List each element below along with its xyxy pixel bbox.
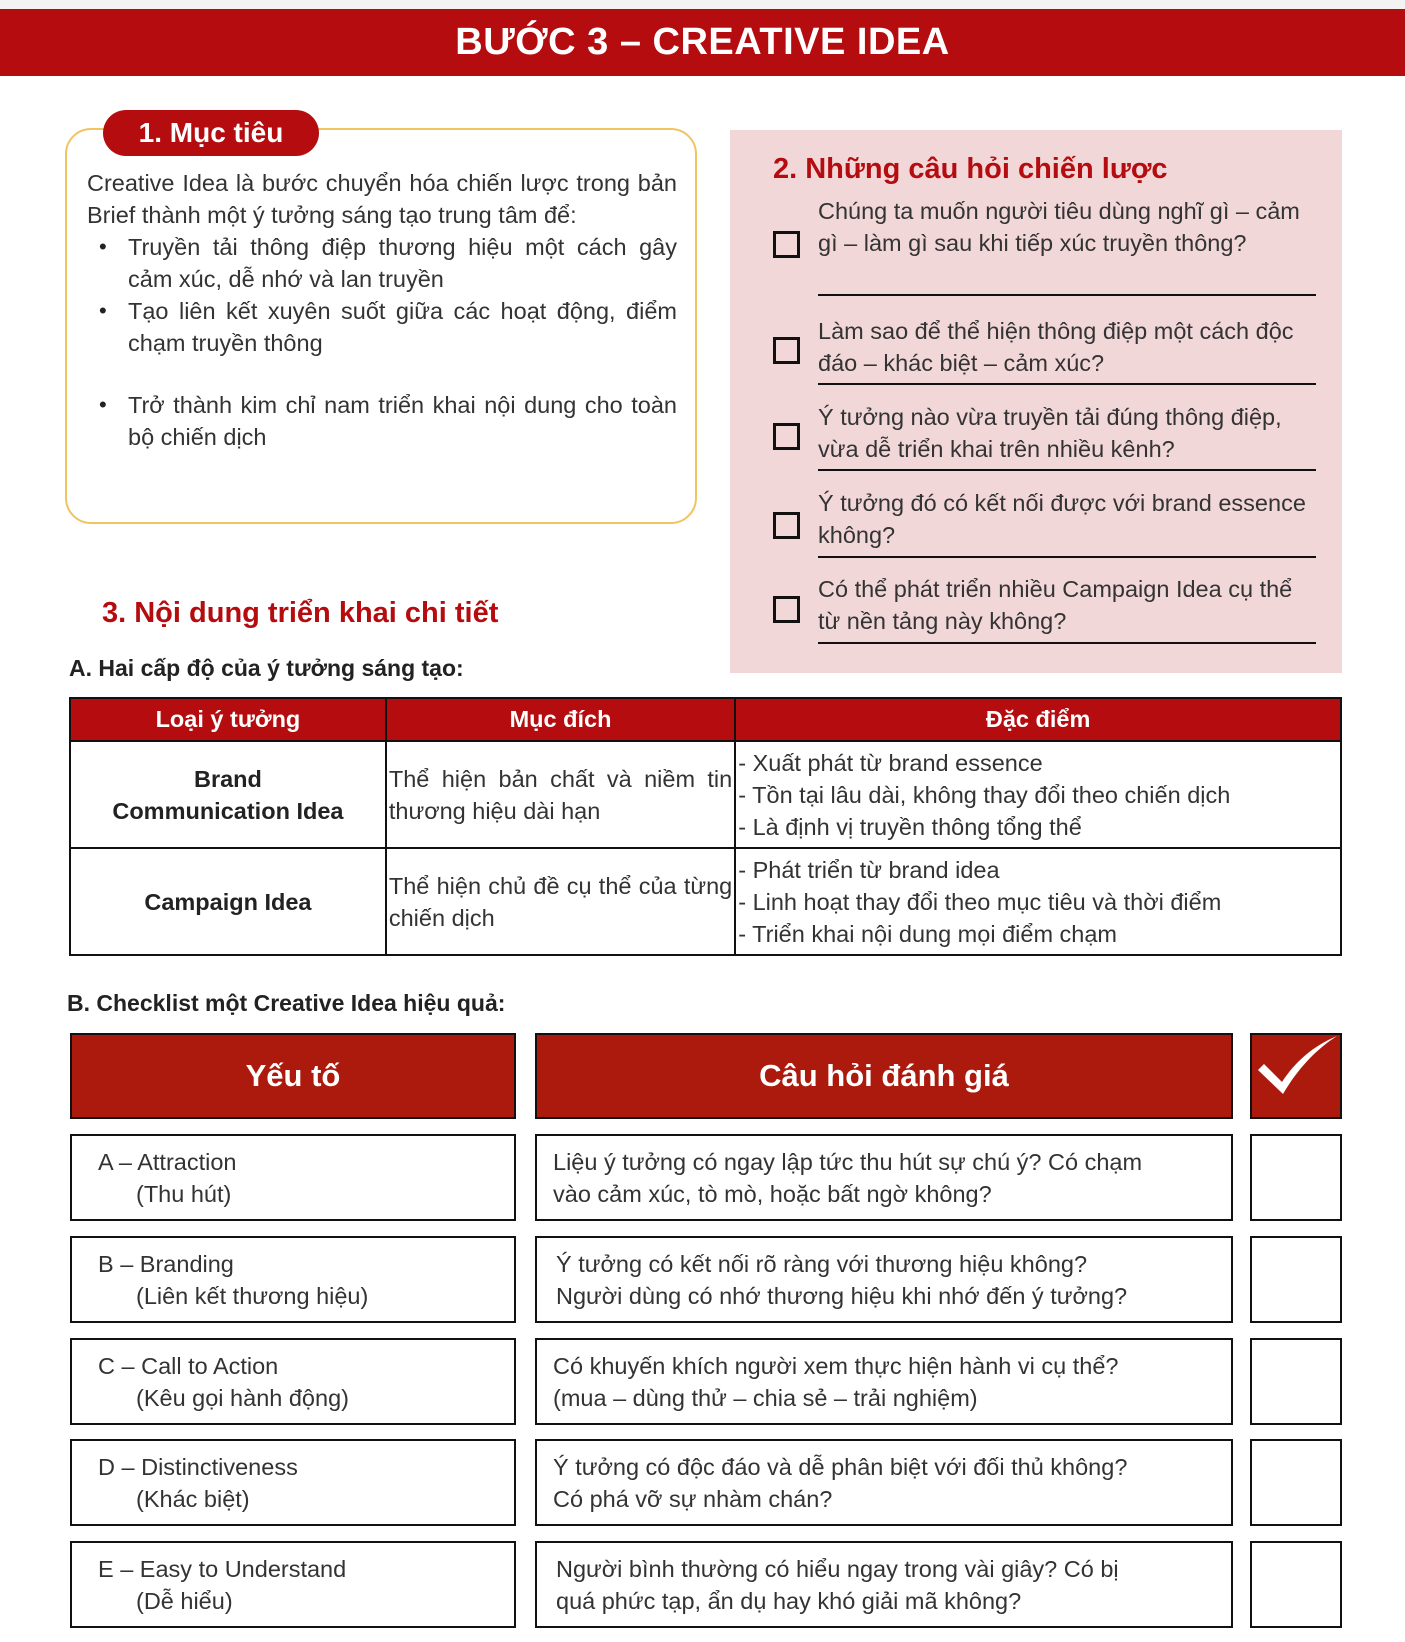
page-title: BƯỚC 3 – CREATIVE IDEA xyxy=(455,21,950,63)
checklist-question xyxy=(535,1541,1233,1628)
idea-features xyxy=(735,848,1341,955)
factor-name: E – Easy to Understand xyxy=(98,1556,347,1582)
idea-features xyxy=(735,741,1341,848)
goal-bullet: • Truyền tải thông điệp thương hiệu một cách gây cảm xúc, dễ nhớ và lan truyền xyxy=(87,231,677,295)
checklist-header-factor: Yếu tố xyxy=(70,1033,516,1119)
feature-line: - Xuất phát từ brand essence xyxy=(738,749,1043,776)
checklist-factor xyxy=(70,1134,516,1221)
goal-intro: Creative Idea là bước chuyển hóa chiến lược trong bản Brief thành một ý tưởng sáng tạo trung tâm để: xyxy=(87,170,677,228)
factor-translation: (Khác biệt) xyxy=(136,1486,250,1512)
question-line: Ý tưởng có độc đáo và dễ phân biệt với đối thủ không? xyxy=(553,1454,1128,1480)
factor-name: A – Attraction xyxy=(98,1149,237,1175)
question-checkbox[interactable] xyxy=(773,423,800,450)
table-row xyxy=(70,848,1341,955)
idea-type: Brand Communication Idea xyxy=(70,741,386,848)
checklist-question xyxy=(535,1338,1233,1425)
table-header: Loại ý tưởng xyxy=(70,698,386,741)
checklist-header-question: Câu hỏi đánh giá xyxy=(535,1033,1233,1119)
table-header-row xyxy=(70,698,1341,741)
question-checkbox[interactable] xyxy=(773,231,800,258)
question-item: Làm sao để thể hiện thông điệp một cách độc đáo – khác biệt – cảm xúc? xyxy=(818,315,1316,385)
section-a-heading: A. Hai cấp độ của ý tưởng sáng tạo: xyxy=(69,655,464,681)
question-line: Người bình thường có hiểu ngay trong vài giây? Có bị xyxy=(556,1556,1119,1582)
checkmark-icon xyxy=(1255,1036,1339,1096)
checklist-factor xyxy=(70,1236,516,1323)
checklist-factor xyxy=(70,1338,516,1425)
factor-name: D – Distinctiveness xyxy=(98,1454,298,1480)
question-line: (mua – dùng thử – chia sẻ – trải nghiệm) xyxy=(553,1385,978,1411)
checklist-question xyxy=(535,1236,1233,1323)
question-checkbox[interactable] xyxy=(773,337,800,364)
checklist-factor xyxy=(70,1541,516,1628)
table-row xyxy=(70,741,1341,848)
checklist-checkbox[interactable] xyxy=(1250,1338,1342,1425)
factor-name: B – Branding xyxy=(98,1251,234,1277)
questions-title: 2. Những câu hỏi chiến lược xyxy=(773,153,1168,185)
feature-line: - Là định vị truyền thông tổng thể xyxy=(738,813,1082,840)
factor-translation: (Liên kết thương hiệu) xyxy=(136,1283,369,1309)
feature-line: - Tồn tại lâu dài, không thay đổi theo chiến dịch xyxy=(738,781,1231,808)
table-header: Đặc điểm xyxy=(735,698,1341,741)
idea-purpose: Thể hiện bản chất và niềm tin thương hiệu dài hạn xyxy=(386,741,735,848)
question-checkbox[interactable] xyxy=(773,596,800,623)
top-strip xyxy=(0,0,1405,9)
question-checkbox[interactable] xyxy=(773,512,800,539)
goal-list xyxy=(87,231,677,453)
checklist-checkbox[interactable] xyxy=(1250,1134,1342,1221)
table-header: Mục đích xyxy=(386,698,735,741)
checklist-checkbox[interactable] xyxy=(1250,1439,1342,1526)
feature-line: - Linh hoạt thay đổi theo mục tiêu và thời điểm xyxy=(738,888,1222,915)
factor-translation: (Thu hút) xyxy=(136,1181,232,1207)
question-line: Có phá vỡ sự nhàm chán? xyxy=(553,1486,833,1512)
idea-levels-table xyxy=(69,697,1342,956)
feature-line: - Phát triển từ brand idea xyxy=(738,856,1000,883)
factor-name: C – Call to Action xyxy=(98,1353,279,1379)
goal-label: 1. Mục tiêu xyxy=(103,110,319,156)
question-line: Người dùng có nhớ thương hiệu khi nhớ đến ý tưởng? xyxy=(556,1283,1128,1309)
question-line: quá phức tạp, ẩn dụ hay khó giải mã không? xyxy=(556,1588,1022,1614)
goal-bullet: • Trở thành kim chỉ nam triển khai nội dung cho toàn bộ chiến dịch xyxy=(87,389,677,453)
question-item: Có thể phát triển nhiều Campaign Idea cụ thể từ nền tảng này không? xyxy=(818,573,1316,644)
details-title: 3. Nội dung triển khai chi tiết xyxy=(102,597,499,629)
idea-type: Campaign Idea xyxy=(70,848,386,955)
checklist-checkbox[interactable] xyxy=(1250,1541,1342,1628)
question-item: Ý tưởng nào vừa truyền tải đúng thông điệp, vừa dễ triển khai trên nhiều kênh? xyxy=(818,401,1316,471)
feature-line: - Triển khai nội dung mọi điểm chạm xyxy=(738,920,1118,947)
checklist-question xyxy=(535,1134,1233,1221)
section-b-heading: B. Checklist một Creative Idea hiệu quả: xyxy=(67,990,506,1016)
checklist-factor xyxy=(70,1439,516,1526)
factor-translation: (Dễ hiểu) xyxy=(136,1588,233,1614)
goal-text xyxy=(87,167,677,453)
idea-purpose: Thể hiện chủ đề cụ thể của từng chiến dịch xyxy=(386,848,735,955)
question-line: vào cảm xúc, tò mò, hoặc bất ngờ không? xyxy=(553,1181,992,1207)
question-line: Ý tưởng có kết nối rõ ràng với thương hiệu không? xyxy=(556,1251,1088,1277)
question-item: Chúng ta muốn người tiêu dùng nghĩ gì – cảm gì – làm gì sau khi tiếp xúc truyền thông? xyxy=(818,195,1316,296)
question-line: Liệu ý tưởng có ngay lập tức thu hút sự chú ý? Có chạm xyxy=(553,1149,1143,1175)
goal-bullet: • Tạo liên kết xuyên suốt giữa các hoạt động, điểm chạm truyền thông xyxy=(87,295,677,359)
question-item: Ý tưởng đó có kết nối được với brand essence không? xyxy=(818,487,1316,558)
checklist-question xyxy=(535,1439,1233,1526)
page-banner xyxy=(0,9,1405,76)
checklist-checkbox[interactable] xyxy=(1250,1236,1342,1323)
factor-translation: (Kêu gọi hành động) xyxy=(136,1385,349,1411)
question-line: Có khuyến khích người xem thực hiện hành vi cụ thể? xyxy=(553,1353,1119,1379)
